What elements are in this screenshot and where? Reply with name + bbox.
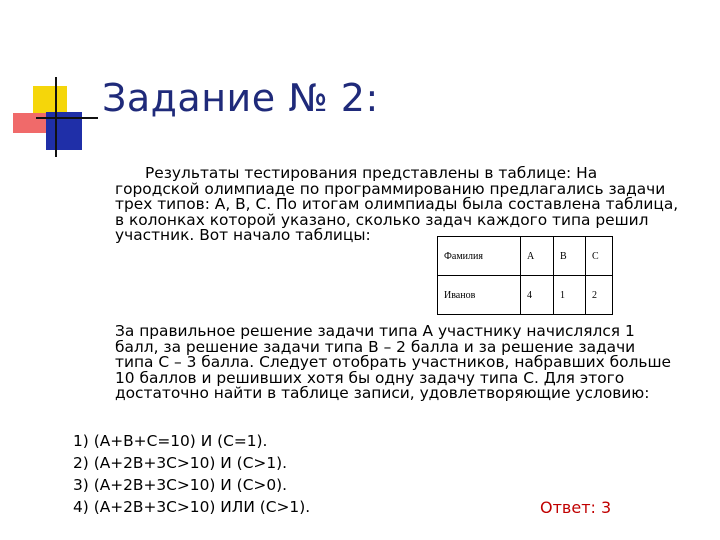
task-condition-text: За правильное решение задачи типа А участнику начислялся 1 балл, за решение задачи типа В – 2 балла и за решение задачи типа С – 3 балла. Следует отобрать участников, набравших больше 10 баллов и решивших хотя бы одну задачу типа С. Для этого достаточно найти в таблице записи, удовлетворяющие условию: xyxy=(115,322,672,402)
table-header-row xyxy=(438,237,613,276)
answer-text: Ответ: 3 xyxy=(540,498,612,517)
table-header-cell: Фамилия xyxy=(438,237,521,276)
table-row xyxy=(438,276,613,315)
horizontal-line-shape xyxy=(36,117,98,119)
results-table xyxy=(437,236,613,315)
table-header-cell: В xyxy=(554,237,586,276)
table-header-cell: С xyxy=(586,237,613,276)
table-cell: 1 xyxy=(554,276,586,315)
answer-option: 3) (А+2В+3С>10) И (С>0). xyxy=(73,476,288,494)
answer-option: 1) (А+В+С=10) И (С=1). xyxy=(73,432,268,450)
answer-options-list xyxy=(73,430,310,518)
answer-option: 2) (А+2В+3С>10) И (С>1). xyxy=(73,454,288,472)
table-header-cell: А xyxy=(521,237,554,276)
slide-decoration-logo xyxy=(0,0,100,160)
slide-title: Задание № 2: xyxy=(102,76,379,120)
task-intro-text: Результаты тестирования представлены в таблице: На городской олимпиаде по программированию предлагались задачи трех типов: А, В, С. По итогам олимпиады была составлена таблица, в колонках которой указано, сколько задач каждого типа решил участник. Вот начало таблицы: xyxy=(115,164,679,244)
table-cell: Иванов xyxy=(438,276,521,315)
table-cell: 2 xyxy=(586,276,613,315)
table-cell: 4 xyxy=(521,276,554,315)
answer-option: 4) (А+2В+3С>10) ИЛИ (С>1). xyxy=(73,498,311,516)
